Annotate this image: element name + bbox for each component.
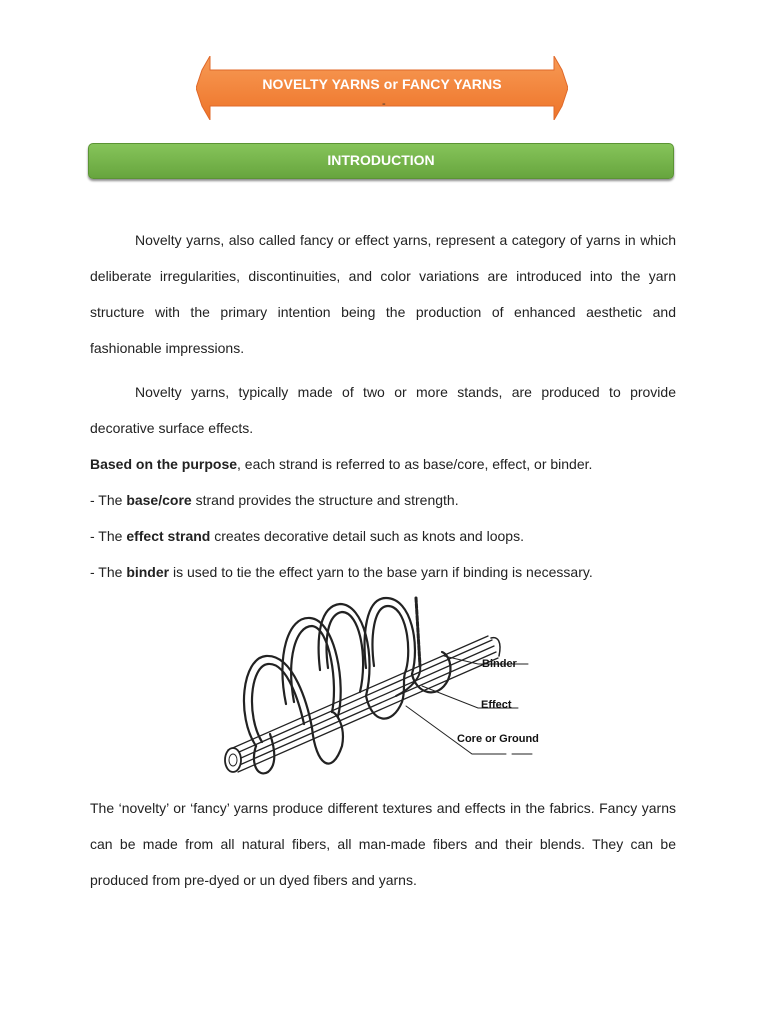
bullet-prefix: - The	[90, 528, 127, 544]
bullet-prefix: - The	[90, 564, 127, 580]
paragraph-2-block	[90, 374, 676, 446]
paragraph-3-block	[90, 790, 676, 898]
purpose-line	[90, 446, 676, 482]
bullet-bold: effect strand	[126, 528, 211, 544]
purpose-rest: , each strand is referred to as base/core, effect, or binder.	[237, 456, 593, 472]
purpose-bold: Based on the purpose	[90, 456, 238, 472]
yarn-diagram-drawing	[216, 596, 552, 782]
bullet-base-core	[90, 482, 676, 518]
title-dash: -	[382, 98, 386, 110]
section-header-introduction	[88, 143, 674, 179]
bullet-bold: binder	[126, 564, 170, 580]
bullet-effect	[90, 518, 676, 554]
paragraph-2: Novelty yarns, typically made of two or more stands, are produced to provide decorative surface effects.	[90, 384, 676, 436]
strand-list	[90, 446, 676, 590]
bullet-binder	[90, 554, 676, 590]
paragraph-1-block	[90, 222, 676, 366]
yarn-structure-diagram	[216, 596, 552, 782]
bullet-rest: creates decorative detail such as knots and loops.	[210, 528, 524, 544]
bullet-bold: base/core	[126, 492, 192, 508]
paragraph-3: The ‘novelty’ or ‘fancy’ yarns produce different textures and effects in the fabrics. Fancy yarns can be made from all natural fibers, all man-made fibers and their blends. They can be produced from pre-dyed or un dyed fibers and yarns.	[90, 800, 676, 888]
label-core-or-ground: Core or Ground	[457, 733, 539, 745]
section-title: INTRODUCTION	[327, 152, 435, 168]
bullet-rest: strand provides the structure and strength.	[191, 492, 459, 508]
label-binder: Binder	[482, 658, 517, 670]
paragraph-1: Novelty yarns, also called fancy or effect yarns, represent a category of yarns in which deliberate irregularities, discontinuities, and color variations are introduced into the yarn structure with the primary intention being the production of enhanced aesthetic and fashionable impressions.	[90, 232, 676, 356]
bullet-prefix: - The	[90, 492, 127, 508]
bullet-rest: is used to tie the effect yarn to the base yarn if binding is necessary.	[169, 564, 593, 580]
title-banner	[196, 56, 568, 120]
page-title: NOVELTY YARNS or FANCY YARNS	[262, 76, 502, 92]
label-effect: Effect	[481, 699, 512, 711]
